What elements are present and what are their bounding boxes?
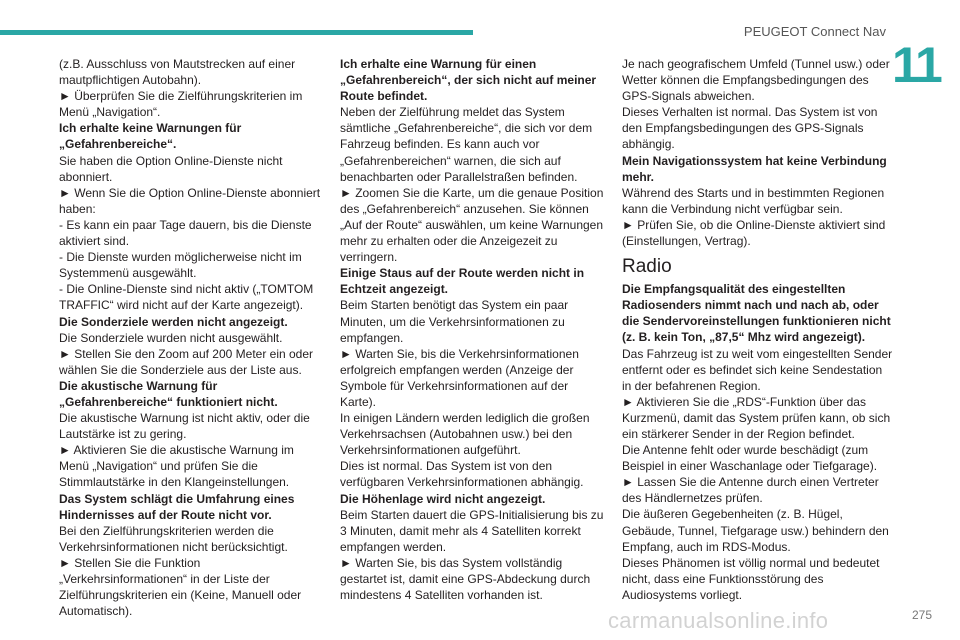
question-heading: Die Empfangsqualität des eingestellten Radiosenders nimmt nach und nach ab, oder die Sendervoreinstellungen funktionieren nicht (z. B. kein Ton, „87,5“ Mhz wird angezeigt).	[622, 282, 891, 345]
paragraph: ► Warten Sie, bis das System vollständig gestartet ist, damit eine GPS-Abdeckung durch mindestens 4 Satelliten vorhanden ist.	[340, 555, 591, 603]
question-heading: Das System schlägt die Umfahrung eines Hindernisses auf der Route nicht vor.	[59, 491, 295, 522]
question-heading: Die Höhenlage wird nicht angezeigt.	[340, 491, 546, 506]
chapter-number: 11	[892, 37, 941, 93]
section-heading: Radio	[622, 256, 672, 278]
paragraph: Die äußeren Gegebenheiten (z. B. Hügel, Gebäude, Tunnel, Tiefgarage usw.) behindern den Empfang, auch im RDS-Modus.	[622, 507, 889, 554]
paragraph: Die Sonderziele wurden nicht ausgewählt.	[59, 330, 283, 345]
paragraph: ► Aktivieren Sie die „RDS“-Funktion über das Kurzmenü, damit das System prüfen kann, ob sich ein stärkerer Sender in der Region befindet.	[622, 394, 891, 441]
text-column-3	[622, 56, 894, 603]
paragraph: ► Aktivieren Sie die akustische Warnung im Menü „Navigation“ und prüfen Sie die Stimmlautstärke in den Klangeinstellungen.	[59, 443, 294, 490]
question-heading: Einige Staus auf der Route werden nicht in Echtzeit angezeigt.	[340, 266, 585, 297]
text-column-2	[340, 56, 606, 603]
question-heading: Ich erhalte keine Warnungen für „Gefahrenbereiche“.	[59, 121, 242, 152]
paragraph: - Die Dienste wurden möglicherweise nicht im Systemmenü ausgewählt.	[59, 250, 302, 281]
paragraph: In einigen Ländern werden lediglich die großen Verkehrsachsen (Autobahnen usw.) bei den Verkehrsinformationen aufgeführt.	[340, 411, 590, 458]
watermark: carmanualsonline.info	[608, 608, 829, 633]
question-heading: Die akustische Warnung für „Gefahrenbereiche“ funktioniert nicht.	[59, 378, 278, 409]
paragraph: Je nach geografischem Umfeld (Tunnel usw.) oder Wetter können die Empfangsbedingungen des GPS-Signals abweichen.	[622, 57, 890, 104]
header-accent-bar	[0, 30, 473, 35]
paragraph: ► Lassen Sie die Antenne durch einen Vertreter des Händlernetzes prüfen.	[622, 475, 879, 506]
paragraph: ► Überprüfen Sie die Zielführungskriterien im Menü „Navigation“.	[59, 89, 303, 120]
paragraph: (z.B. Ausschluss von Mautstrecken auf einer mautpflichtigen Autobahn).	[59, 57, 296, 88]
paragraph: Sie haben die Option Online-Dienste nicht abonniert.	[59, 153, 283, 184]
paragraph: Die akustische Warnung ist nicht aktiv, oder die Lautstärke ist zu gering.	[59, 411, 310, 442]
paragraph: Die Antenne fehlt oder wurde beschädigt (zum Beispiel in einer Waschanlage oder Tiefgarage).	[622, 443, 878, 474]
paragraph: ► Stellen Sie den Zoom auf 200 Meter ein oder wählen Sie die Sonderziele aus der Liste aus.	[59, 346, 314, 377]
question-heading: Mein Navigationssystem hat keine Verbindung mehr.	[622, 153, 887, 184]
paragraph: Beim Starten benötigt das System ein paar Minuten, um die Verkehrsinformationen zu empfangen.	[340, 298, 569, 345]
paragraph: Dieses Verhalten ist normal. Das System ist von den Empfangsbedingungen des GPS-Signals abhängig.	[622, 105, 878, 152]
text-column-1	[59, 56, 327, 619]
paragraph: Neben der Zielführung meldet das System sämtliche „Gefahrenbereiche“, die sich vor dem Fahrzeug befinden. Es kann auch vor „Gefahrenbereichen“ warnen, die sich auf benachbarten oder Parallelstraßen befinden.	[340, 105, 593, 184]
page-number: 275	[912, 608, 933, 622]
paragraph: - Die Online-Dienste sind nicht aktiv („TOMTOM TRAFFIC“ wird nicht auf der Karte angezeigt).	[59, 282, 314, 313]
paragraph: Das Fahrzeug ist zu weit vom eingestellten Sender entfernt oder es befindet sich keine Sendestation in der befahrenen Region.	[622, 346, 893, 393]
paragraph: ► Stellen Sie die Funktion „Verkehrsinformationen“ in der Liste der Zielführungskriterien ein (Keine, Manuell oder Automatisch).	[59, 555, 302, 619]
paragraph: - Es kann ein paar Tage dauern, bis die Dienste aktiviert sind.	[59, 217, 312, 249]
paragraph: ► Prüfen Sie, ob die Online-Dienste aktiviert sind (Einstellungen, Vertrag).	[622, 217, 886, 249]
paragraph: Dies ist normal. Das System ist von den verfügbaren Verkehrsinformationen abhängig.	[340, 459, 584, 490]
question-heading: Die Sonderziele werden nicht angezeigt.	[59, 314, 288, 329]
paragraph: ► Warten Sie, bis die Verkehrsinformationen erfolgreich empfangen werden (Anzeige der Symbole für Verkehrsinformationen auf der Karte).	[340, 346, 579, 409]
question-heading: Ich erhalte eine Warnung für einen „Gefahrenbereich“, der sich nicht auf meiner Route befindet.	[340, 57, 597, 104]
paragraph: ► Zoomen Sie die Karte, um die genaue Position des „Gefahrenbereich“ anzusehen. Sie können „Auf der Route“ auswählen, um keine Warnungen mehr zu erhalten oder die Anzeigezeit zu verringern.	[340, 185, 604, 265]
paragraph: Während des Starts und in bestimmten Regionen kann die Verbindung nicht verfügbar sein.	[622, 185, 885, 216]
paragraph: ► Wenn Sie die Option Online-Dienste abonniert haben:	[59, 185, 321, 216]
chapter-title: PEUGEOT Connect Nav	[743, 24, 886, 39]
paragraph: Dieses Phänomen ist völlig normal und bedeutet nicht, dass eine Funktionsstörung des Audiosystems vorliegt.	[622, 555, 880, 602]
paragraph: Bei den Zielführungskriterien werden die Verkehrsinformationen nicht berücksichtigt.	[59, 523, 288, 554]
paragraph: Beim Starten dauert die GPS-Initialisierung bis zu 3 Minuten, damit mehr als 4 Satelliten korrekt empfangen werden.	[340, 507, 604, 554]
